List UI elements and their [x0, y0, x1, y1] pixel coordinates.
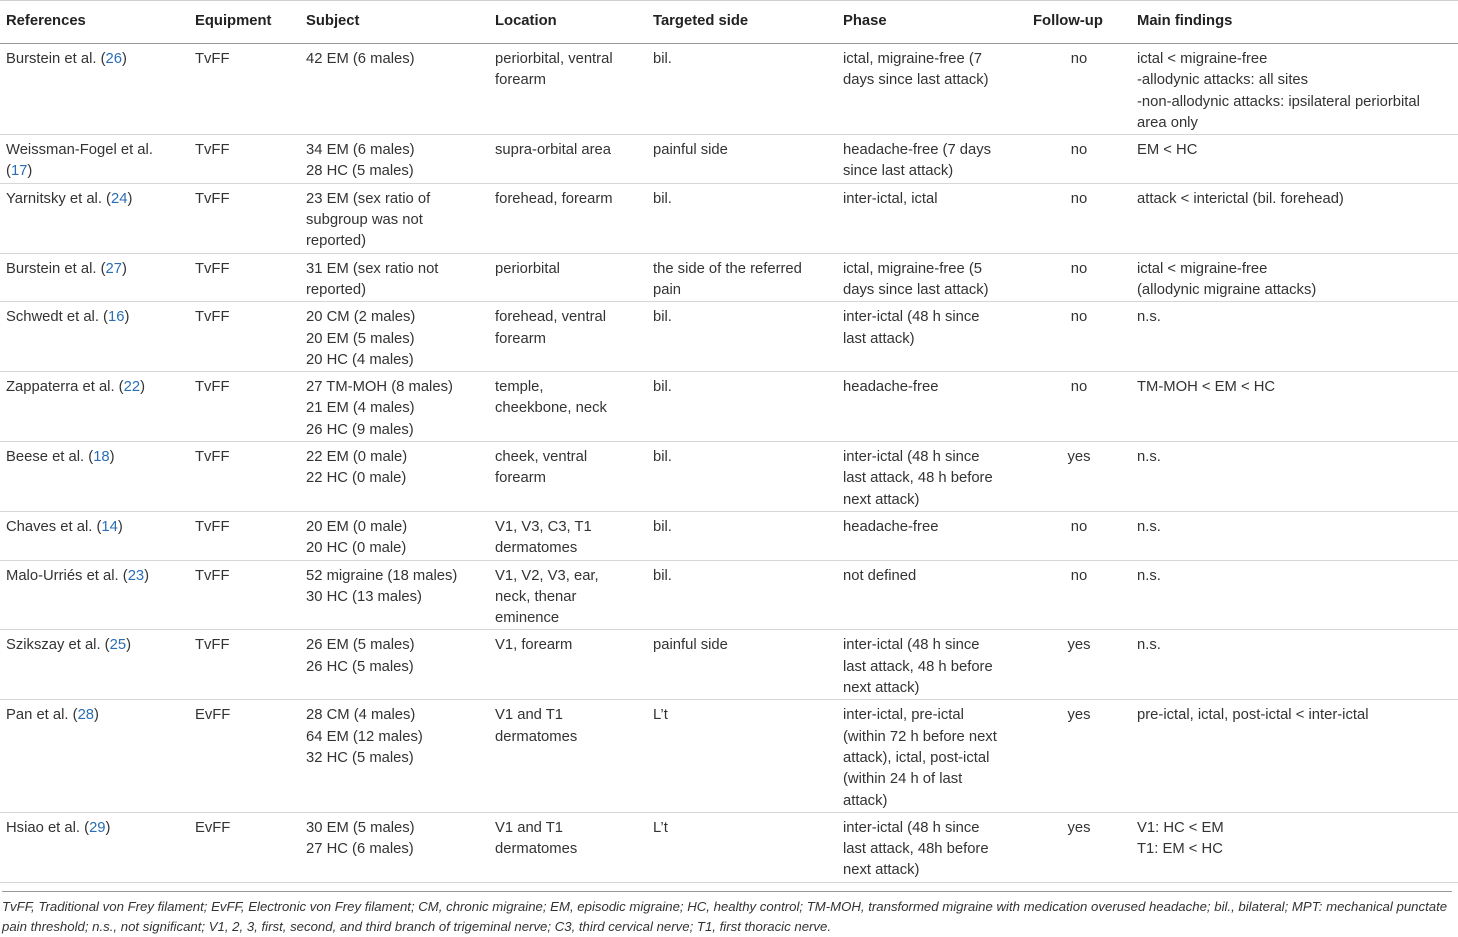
cell-reference: [0, 442, 189, 512]
cell-location: V1 and T1 dermatomes: [489, 812, 647, 882]
cell-phase: inter-ictal (48 h since last attack): [837, 302, 1027, 372]
cell-follow-up: yes: [1027, 700, 1131, 812]
table-row: [0, 135, 1458, 184]
reference-author: Weissman-Fogel et al. (: [6, 142, 153, 180]
cell-main-findings: ictal < migraine-free -allodynic attacks: all sites -non-allodynic attacks: ipsilateral periorbital area only: [1131, 44, 1458, 135]
reference-author: Chaves et al. (: [6, 518, 102, 535]
table-row: [0, 511, 1458, 560]
header-phase: Phase: [837, 1, 1027, 44]
header-follow-up: Follow-up: [1027, 1, 1131, 44]
cell-phase: headache-free: [837, 511, 1027, 560]
cell-main-findings: ictal < migraine-free (allodynic migraine attacks): [1131, 253, 1458, 302]
cell-follow-up: yes: [1027, 630, 1131, 700]
cell-location: forehead, ventral forearm: [489, 302, 647, 372]
cell-main-findings: V1: HC < EM T1: EM < HC: [1131, 812, 1458, 882]
reference-link[interactable]: 18: [93, 449, 110, 466]
cell-phase: inter-ictal, ictal: [837, 183, 1027, 253]
cell-location: periorbital: [489, 253, 647, 302]
cell-location: temple, cheekbone, neck: [489, 372, 647, 442]
header-references: References: [0, 1, 189, 44]
reference-close: ): [126, 637, 132, 654]
cell-subject: 22 EM (0 male) 22 HC (0 male): [300, 442, 489, 512]
reference-author: Yarnitsky et al. (: [6, 190, 111, 207]
cell-equipment: TvFF: [189, 302, 300, 372]
reference-close: ): [27, 163, 33, 180]
reference-author: Burstein et al. (: [6, 260, 106, 277]
cell-main-findings: n.s.: [1131, 560, 1458, 630]
cell-follow-up: yes: [1027, 442, 1131, 512]
cell-reference: [0, 511, 189, 560]
cell-reference: [0, 44, 189, 135]
cell-equipment: TvFF: [189, 630, 300, 700]
cell-equipment: TvFF: [189, 253, 300, 302]
cell-reference: [0, 253, 189, 302]
cell-targeted-side: L’t: [647, 700, 837, 812]
cell-reference: [0, 812, 189, 882]
cell-targeted-side: bil.: [647, 44, 837, 135]
reference-close: ): [140, 379, 146, 396]
cell-targeted-side: bil.: [647, 183, 837, 253]
reference-author: Hsiao et al. (: [6, 819, 90, 836]
reference-link[interactable]: 27: [105, 260, 122, 277]
cell-phase: ictal, migraine-free (7 days since last attack): [837, 44, 1027, 135]
reference-author: Malo-Urriés et al. (: [6, 567, 128, 584]
cell-follow-up: no: [1027, 135, 1131, 184]
cell-subject: 52 migraine (18 males) 30 HC (13 males): [300, 560, 489, 630]
cell-location: V1, forearm: [489, 630, 647, 700]
cell-location: supra-orbital area: [489, 135, 647, 184]
reference-close: ): [109, 449, 115, 466]
cell-reference: [0, 372, 189, 442]
header-subject: Subject: [300, 1, 489, 44]
cell-follow-up: no: [1027, 372, 1131, 442]
cell-follow-up: no: [1027, 183, 1131, 253]
header-equipment: Equipment: [189, 1, 300, 44]
reference-close: ): [105, 819, 111, 836]
cell-equipment: TvFF: [189, 183, 300, 253]
cell-equipment: TvFF: [189, 44, 300, 135]
cell-equipment: EvFF: [189, 812, 300, 882]
cell-targeted-side: bil.: [647, 560, 837, 630]
cell-phase: inter-ictal (48 h since last attack, 48 h before next attack): [837, 630, 1027, 700]
reference-author: Beese et al. (: [6, 449, 94, 466]
cell-phase: headache-free: [837, 372, 1027, 442]
cell-reference: [0, 183, 189, 253]
table-row: [0, 183, 1458, 253]
reference-link[interactable]: 24: [110, 190, 128, 207]
table-footnote: TvFF, Traditional von Frey filament; EvFF, Electronic von Frey filament; CM, chronic migraine; EM, episodic migraine; HC, healthy control; TM-MOH, transformed migraine with medication overused headache; bil., bilateral; MPT: mechanical punctate pain threshold; n.s., not significant; V1, 2, 3, first, second, and third branch of trigeminal nerve; C3, third cervical nerve; T1, first thoracic nerve.: [2, 891, 1452, 937]
cell-subject: 27 TM-MOH (8 males) 21 EM (4 males) 26 HC (9 males): [300, 372, 489, 442]
cell-reference: [0, 560, 189, 630]
reference-author: Schwedt et al. (: [6, 309, 108, 326]
cell-location: forehead, forearm: [489, 183, 647, 253]
cell-location: periorbital, ventral forearm: [489, 44, 647, 135]
reference-close: ): [124, 309, 130, 326]
cell-targeted-side: painful side: [647, 630, 837, 700]
cell-targeted-side: bil.: [647, 302, 837, 372]
cell-targeted-side: the side of the referred pain: [647, 253, 837, 302]
cell-reference: [0, 135, 189, 184]
header-targeted-side: Targeted side: [647, 1, 837, 44]
reference-close: ): [121, 260, 127, 277]
table-row: [0, 372, 1458, 442]
cell-location: cheek, ventral forearm: [489, 442, 647, 512]
cell-equipment: TvFF: [189, 372, 300, 442]
reference-close: ): [121, 51, 127, 67]
reference-author: Zappaterra et al. (: [6, 379, 124, 396]
cell-main-findings: attack < interictal (bil. forehead): [1131, 183, 1458, 253]
table-row: [0, 44, 1458, 135]
reference-close: ): [127, 190, 133, 207]
cell-equipment: TvFF: [189, 135, 300, 184]
cell-phase: inter-ictal, pre-ictal (within 72 h before next attack), ictal, post-ictal (within 24 h of last attack): [837, 700, 1027, 812]
reference-link[interactable]: 22: [123, 379, 141, 396]
cell-targeted-side: L’t: [647, 812, 837, 882]
cell-main-findings: pre-ictal, ictal, post-ictal < inter-ictal: [1131, 700, 1458, 812]
cell-subject: 34 EM (6 males) 28 HC (5 males): [300, 135, 489, 184]
reference-close: ): [144, 567, 150, 584]
reference-link[interactable]: 29: [89, 819, 106, 836]
reference-link[interactable]: 23: [127, 567, 145, 584]
cell-subject: 30 EM (5 males) 27 HC (6 males): [300, 812, 489, 882]
table-row: [0, 253, 1458, 302]
cell-subject: 20 CM (2 males) 20 EM (5 males) 20 HC (4 males): [300, 302, 489, 372]
cell-targeted-side: bil.: [647, 442, 837, 512]
cell-main-findings: n.s.: [1131, 630, 1458, 700]
cell-phase: not defined: [837, 560, 1027, 630]
cell-equipment: TvFF: [189, 442, 300, 512]
cell-phase: ictal, migraine-free (5 days since last attack): [837, 253, 1027, 302]
cell-main-findings: TM-MOH < EM < HC: [1131, 372, 1458, 442]
table-row: [0, 812, 1458, 882]
cell-equipment: TvFF: [189, 560, 300, 630]
cell-targeted-side: painful side: [647, 135, 837, 184]
cell-phase: inter-ictal (48 h since last attack, 48 h before next attack): [837, 442, 1027, 512]
cell-main-findings: n.s.: [1131, 511, 1458, 560]
cell-location: V1, V2, V3, ear, neck, thenar eminence: [489, 560, 647, 630]
table-body: [0, 44, 1458, 883]
cell-follow-up: no: [1027, 511, 1131, 560]
cell-equipment: EvFF: [189, 700, 300, 812]
cell-phase: headache-free (7 days since last attack): [837, 135, 1027, 184]
cell-follow-up: no: [1027, 253, 1131, 302]
cell-targeted-side: bil.: [647, 511, 837, 560]
cell-follow-up: no: [1027, 302, 1131, 372]
cell-reference: [0, 302, 189, 372]
cell-subject: 26 EM (5 males) 26 HC (5 males): [300, 630, 489, 700]
cell-subject: 31 EM (sex ratio not reported): [300, 253, 489, 302]
cell-reference: [0, 700, 189, 812]
cell-follow-up: no: [1027, 560, 1131, 630]
cell-phase: inter-ictal (48 h since last attack, 48h before next attack): [837, 812, 1027, 882]
reference-link[interactable]: 26: [105, 51, 122, 67]
cell-follow-up: yes: [1027, 812, 1131, 882]
cell-location: V1, V3, C3, T1 dermatomes: [489, 511, 647, 560]
header-location: Location: [489, 1, 647, 44]
cell-equipment: TvFF: [189, 511, 300, 560]
reference-link[interactable]: 25: [109, 637, 127, 654]
table-row: [0, 700, 1458, 812]
cell-main-findings: EM < HC: [1131, 135, 1458, 184]
cell-location: V1 and T1 dermatomes: [489, 700, 647, 812]
cell-main-findings: n.s.: [1131, 302, 1458, 372]
cell-reference: [0, 630, 189, 700]
reference-author: Pan et al. (: [6, 707, 78, 724]
header-main-findings: Main findings: [1131, 1, 1458, 44]
cell-subject: 42 EM (6 males): [300, 44, 489, 135]
reference-close: ): [94, 707, 99, 724]
reference-author: Szikszay et al. (: [6, 637, 110, 654]
table-row: [0, 302, 1458, 372]
reference-author: Burstein et al. (: [6, 51, 106, 67]
cell-follow-up: no: [1027, 44, 1131, 135]
cell-main-findings: n.s.: [1131, 442, 1458, 512]
table-row: [0, 630, 1458, 700]
cell-subject: 20 EM (0 male) 20 HC (0 male): [300, 511, 489, 560]
reference-link[interactable]: 16: [107, 309, 125, 326]
reference-link[interactable]: 28: [77, 707, 95, 724]
cell-subject: 23 EM (sex ratio of subgroup was not reported): [300, 183, 489, 253]
cell-targeted-side: bil.: [647, 372, 837, 442]
header-row: [0, 1, 1458, 44]
table-row: [0, 442, 1458, 512]
table-row: [0, 560, 1458, 630]
cell-subject: 28 CM (4 males) 64 EM (12 males) 32 HC (5 males): [300, 700, 489, 812]
reference-link[interactable]: 14: [101, 518, 118, 535]
reference-link[interactable]: 17: [10, 163, 28, 180]
reference-close: ): [117, 518, 123, 535]
